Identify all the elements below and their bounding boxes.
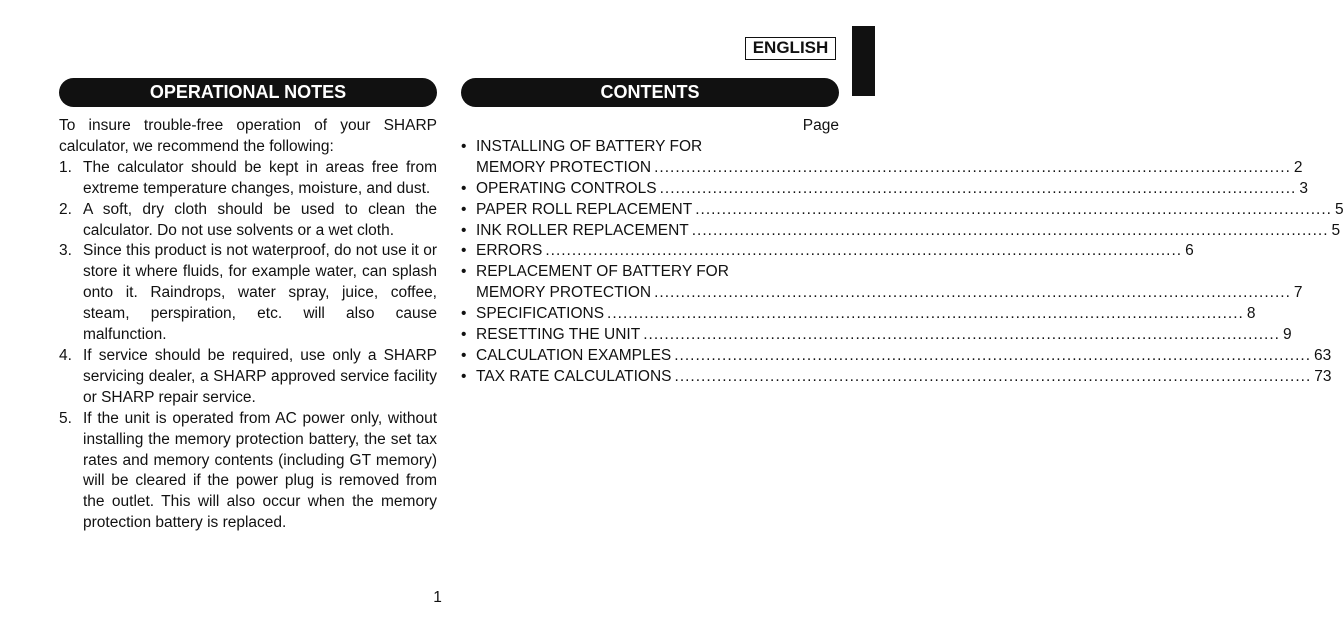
- toc-line: [476, 221, 1341, 242]
- note-item: [59, 409, 437, 534]
- dot-leader: ........................................................................................................................: [545, 242, 1183, 260]
- toc-title: INSTALLING OF BATTERY FOR: [476, 137, 703, 155]
- operational-notes-heading: OPERATIONAL NOTES: [59, 78, 437, 107]
- toc-page-number: 7: [1293, 284, 1303, 302]
- toc-title: SPECIFICATIONS: [476, 305, 605, 323]
- bullet-icon: •: [461, 263, 467, 281]
- note-text: If the unit is operated from AC power only, without installing the memory protection battery, the set tax rates and memory contents (including GT memory) will be cleared if the power plug is removed from the outlet. This will also occur when the memory protection battery is replaced.: [83, 409, 437, 532]
- dot-leader: ........................................................................................................................: [654, 158, 1291, 176]
- bullet-icon: •: [461, 326, 467, 344]
- toc-page-number: 5: [1331, 221, 1341, 239]
- toc-entry: [461, 221, 1341, 242]
- note-item: [59, 158, 437, 200]
- toc-line: [476, 137, 839, 158]
- dot-leader: ........................................................................................................................: [674, 367, 1312, 385]
- toc-page-number: 63: [1314, 346, 1332, 364]
- toc-entry: [461, 367, 1332, 388]
- toc-page-number: 2: [1293, 158, 1303, 176]
- toc-title: ERRORS: [476, 242, 543, 260]
- note-text: A soft, dry cloth should be used to clean the calculator. Do not use solvents or a wet cloth.: [83, 200, 437, 239]
- toc-line: [476, 262, 839, 283]
- bullet-icon: •: [461, 367, 467, 385]
- note-number: 3.: [59, 242, 72, 260]
- note-number: 4.: [59, 346, 72, 364]
- dot-leader: ........................................................................................................................: [674, 346, 1312, 364]
- toc-entry: [461, 137, 1303, 179]
- page-column-label: Page: [802, 117, 839, 134]
- toc-line: [476, 179, 1308, 200]
- notes-list: [59, 158, 437, 534]
- toc-line: [476, 304, 1256, 325]
- dot-leader: ........................................................................................................................: [659, 179, 1297, 197]
- toc-title: MEMORY PROTECTION: [476, 284, 652, 302]
- contents-section: [461, 116, 1344, 388]
- toc-page-number: 3: [1299, 179, 1308, 197]
- operational-notes-section: [59, 116, 437, 534]
- toc-line: [476, 200, 1344, 221]
- toc-page-number: 5: [1334, 200, 1344, 218]
- note-text: Since this product is not waterproof, do not use it or store it where fluids, for example water, can splash onto it. Raindrops, water spray, juice, coffee, steam, perspiration, etc. will also cause malfunction.: [83, 242, 437, 344]
- toc-title: PAPER ROLL REPLACEMENT: [476, 200, 693, 218]
- toc-entry: [461, 346, 1332, 367]
- toc-title: TAX RATE CALCULATIONS: [476, 367, 672, 385]
- dot-leader: ........................................................................................................................: [607, 305, 1244, 323]
- note-number: 2.: [59, 200, 72, 218]
- bullet-icon: •: [461, 242, 467, 260]
- toc-line: [476, 346, 1332, 367]
- toc-entry: [461, 241, 1194, 262]
- toc-entry: [461, 325, 1292, 346]
- toc-title: RESETTING THE UNIT: [476, 326, 641, 344]
- toc-entry: [461, 200, 1344, 221]
- toc-page-number: 8: [1246, 305, 1256, 323]
- toc-page-number: 9: [1282, 326, 1292, 344]
- contents-heading: CONTENTS: [461, 78, 839, 107]
- toc-line: [476, 241, 1194, 262]
- toc-title: MEMORY PROTECTION: [476, 158, 652, 176]
- toc-title: INK ROLLER REPLACEMENT: [476, 221, 689, 239]
- note-item: [59, 346, 437, 409]
- toc-line: [476, 367, 1332, 388]
- dot-leader: ........................................................................................................................: [654, 284, 1291, 302]
- page-number: 1: [433, 589, 442, 606]
- dot-leader: ........................................................................................................................: [691, 221, 1329, 239]
- toc-entry: [461, 179, 1308, 200]
- dot-leader: ........................................................................................................................: [695, 200, 1332, 218]
- toc-page-number: 73: [1314, 367, 1332, 385]
- dot-leader: ........................................................................................................................: [643, 326, 1280, 344]
- bullet-icon: •: [461, 346, 467, 364]
- note-text: The calculator should be kept in areas free from extreme temperature changes, moisture, and dust.: [83, 158, 437, 197]
- note-item: [59, 200, 437, 242]
- toc-page-number: 6: [1185, 242, 1194, 260]
- toc-title: CALCULATION EXAMPLES: [476, 346, 672, 364]
- side-language-tab: [852, 26, 875, 96]
- bullet-icon: •: [461, 200, 467, 218]
- language-badge: ENGLISH: [745, 37, 836, 60]
- toc-title: OPERATING CONTROLS: [476, 179, 657, 197]
- toc-title: REPLACEMENT OF BATTERY FOR: [476, 263, 729, 281]
- toc-entry: [461, 304, 1256, 325]
- table-of-contents: [461, 137, 1344, 388]
- note-number: 5.: [59, 409, 72, 427]
- note-number: 1.: [59, 158, 72, 176]
- bullet-icon: •: [461, 137, 467, 155]
- intro-paragraph: To insure trouble-free operation of your SHARP calculator, we recommend the following:: [59, 117, 437, 155]
- toc-line: [476, 283, 1303, 304]
- bullet-icon: •: [461, 305, 467, 323]
- toc-line: [476, 325, 1292, 346]
- toc-entry: [461, 262, 1303, 304]
- note-text: If service should be required, use only a SHARP servicing dealer, a SHARP approved service facility or SHARP repair service.: [83, 346, 437, 406]
- toc-line: [476, 158, 1303, 179]
- note-item: [59, 241, 437, 346]
- bullet-icon: •: [461, 221, 467, 239]
- bullet-icon: •: [461, 179, 467, 197]
